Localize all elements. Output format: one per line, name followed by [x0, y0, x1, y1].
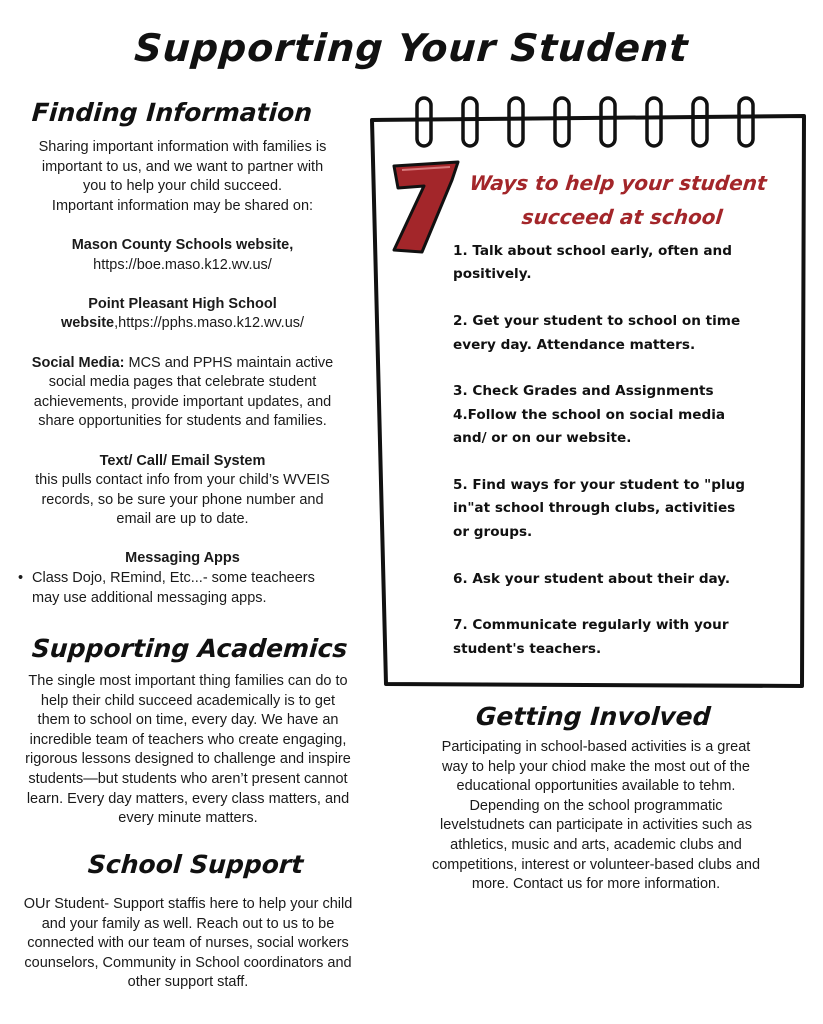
- intro-line: Sharing important information with families is: [38, 139, 327, 155]
- academics-line: The single most important thing families can do to: [28, 673, 348, 689]
- social-media-text: MCS and PPHS maintain active: [124, 354, 334, 371]
- mcs-website-url[interactable]: https://boe.maso.k12.wv.us/: [93, 256, 272, 273]
- seven-ways-title: [460, 166, 787, 234]
- big-seven: [388, 158, 462, 258]
- school-support-heading: School Support: [86, 850, 305, 879]
- ways-line-1: Ways to help your student: [468, 171, 768, 195]
- bullet-icon: •: [18, 570, 24, 587]
- academics-line: students—but students who aren’t present cannot: [28, 770, 348, 787]
- involved-line: competitions, interest or volunteer-based clubs and: [431, 856, 761, 873]
- ways-line-2: succeed at school: [520, 205, 724, 229]
- academics-line: learn. Every day matters, every class matters, and: [26, 790, 350, 807]
- text-call-email-label: Text/ Call/ Email System: [99, 452, 266, 469]
- intro-line: important to us, and we want to partner with: [41, 158, 324, 175]
- step-item: or groups.: [453, 523, 533, 540]
- supporting-academics-heading: Supporting Academics: [30, 634, 349, 663]
- step-item: 4.Follow the school on social media: [453, 406, 726, 423]
- academics-line: rigorous lessons designed to challenge and inspire: [25, 751, 351, 768]
- finding-information-heading: Finding Information: [30, 98, 314, 127]
- messaging-apps-label: Messaging Apps: [125, 550, 240, 567]
- step-item: 6. Ask your student about their day.: [453, 570, 731, 587]
- support-line: OUr Student- Support staffis here to help your child: [23, 896, 353, 912]
- pphs-website-line: [10, 314, 355, 334]
- support-line: connected with our team of nurses, social workers: [27, 935, 349, 952]
- mcs-website-label: Mason County Schools website,: [71, 236, 294, 253]
- supporting-academics-section: [12, 672, 364, 829]
- involved-line: more. Contact us for more information.: [471, 876, 721, 893]
- social-media-text: social media pages that celebrate student: [48, 374, 317, 391]
- intro-line: Important information may be shared on:: [51, 197, 314, 214]
- step-item: in"at school through clubs, activities: [453, 500, 736, 517]
- social-media-text: achievements, provide important updates, and: [33, 393, 332, 410]
- school-support-section: [10, 895, 366, 993]
- text-call-email-text: this pulls contact info from your child’s WVEIS: [35, 472, 330, 489]
- step-item: 2. Get your student to school on time: [453, 313, 741, 330]
- involved-line: educational opportunities available to tehm.: [456, 778, 736, 795]
- social-media-label: Social Media:: [31, 354, 125, 371]
- finding-information-section: [10, 138, 355, 608]
- messaging-apps-bullet-item: [10, 569, 355, 608]
- text-call-email-text: email are up to date.: [116, 511, 249, 528]
- page-title: Supporting Your Student: [133, 26, 690, 70]
- support-line: and your family as well. Reach out to us to be: [41, 915, 335, 932]
- social-media-line: [10, 354, 355, 374]
- involved-line: Participating in school-based activities is a great: [441, 739, 751, 755]
- step-item: student's teachers.: [453, 640, 602, 657]
- step-item: every day. Attendance matters.: [453, 336, 696, 353]
- academics-line: every minute matters.: [118, 810, 258, 827]
- getting-involved-heading: Getting Involved: [474, 702, 712, 731]
- seven-numeral-icon: [388, 158, 462, 258]
- academics-line: them to school on time, every day. We have an: [37, 712, 339, 729]
- academics-line: help their child succeed academically is to get: [40, 692, 336, 709]
- step-item: 5. Find ways for your student to "plug: [453, 477, 746, 494]
- support-line: other support staff.: [127, 974, 249, 991]
- messaging-apps-text: Class Dojo, REmind, Etc...- some teacheers: [32, 570, 315, 587]
- getting-involved-section: [416, 738, 776, 895]
- step-item: 1. Talk about school early, often and: [453, 243, 732, 259]
- step-item: and/ or on our website.: [453, 430, 632, 447]
- support-line: counselors, Community in School coordinators and: [24, 954, 352, 971]
- steps-list: [453, 240, 783, 661]
- involved-line: Depending on the school programmatic: [469, 797, 723, 814]
- involved-line: levelstudnets can participate in activities such as: [440, 817, 752, 834]
- step-item: 7. Communicate regularly with your: [453, 617, 729, 634]
- social-media-text: share opportunities for students and families.: [38, 413, 327, 430]
- pphs-website-url[interactable]: ,https://pphs.maso.k12.wv.us/: [114, 315, 305, 332]
- involved-line: athletics, music and arts, academic clubs and: [450, 836, 742, 853]
- step-item: positively.: [453, 266, 532, 283]
- messaging-apps-text: may use additional messaging apps.: [32, 589, 267, 606]
- intro-line: you to help your child succeed.: [82, 178, 283, 195]
- step-item: 3. Check Grades and Assignments: [453, 383, 714, 400]
- pphs-website-label-2: website: [60, 315, 115, 332]
- text-call-email-text: records, so be sure your phone number and: [41, 491, 324, 508]
- pphs-website-label: Point Pleasant High School: [88, 295, 277, 312]
- academics-line: incredible team of teachers who create engaging,: [29, 731, 347, 748]
- involved-line: way to help your chiod make the most out of the: [442, 758, 750, 775]
